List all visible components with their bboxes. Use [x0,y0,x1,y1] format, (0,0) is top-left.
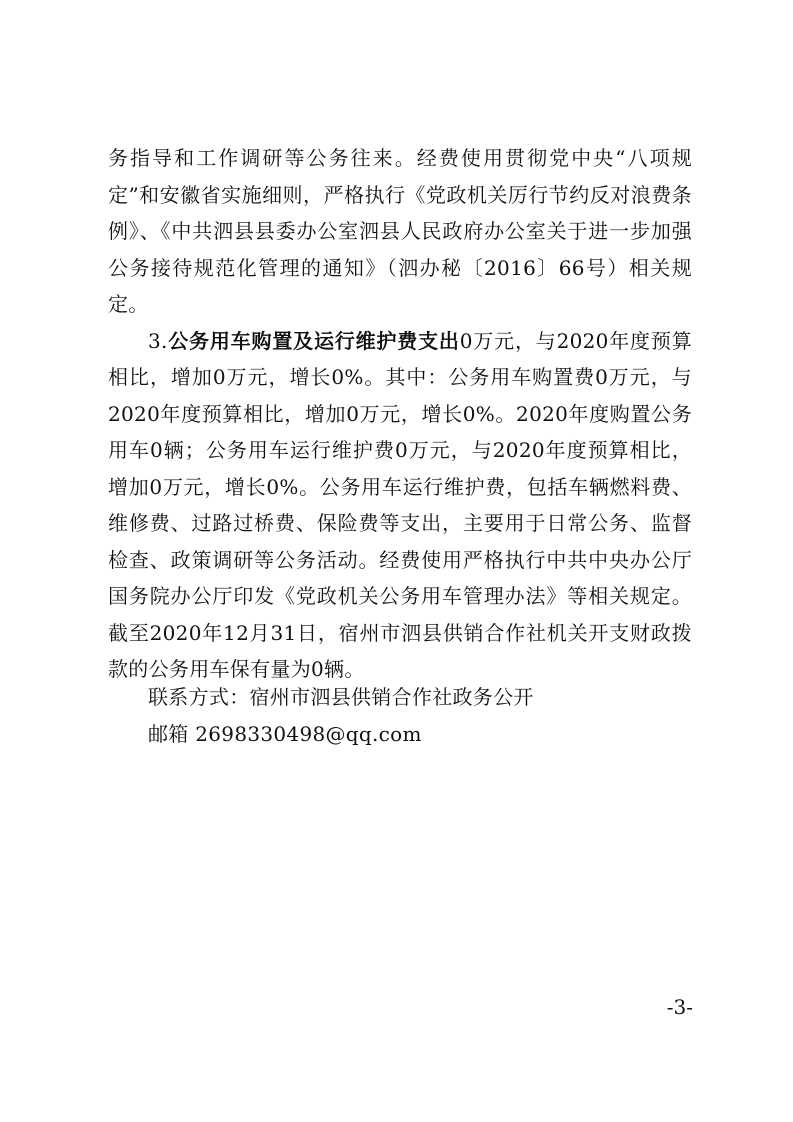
body-text [108,140,692,688]
contact-email: 邮箱 2698330498@qq.com [148,721,422,746]
section-number: 3. [148,328,168,353]
section-text: 0万元，与2020年度预算相比，增加0万元，增长0%。其中：公务用车购置费0万元，与2020年度预算相比，增加0万元，增长0%。2020年度购置公务用车0辆；公务用车运行维护费0万元，与2020年度预算相比，增加0万元，增长0%。公务用车运行维护费，包括车辆燃料费、维修费、过路过桥费、保险费等支出，主要用于日常公务、监督检查、政策调研等公务活动。经费使用严格执行中共中央办公厅 国务院办公厅印发《党政机关公务用车管理办法》等相关规定。截至2020年12月31日，宿州市泗县供销合作社机关开支财政拨款的公务用车保有量为0辆。 [108,328,692,681]
paragraph-continuation: 务指导和工作调研等公务往来。经费使用贯彻党中央“八项规定”和安徽省实施细则，严格执行《党政机关厉行节约反对浪费条例》、《中共泗县县委办公室泗县人民政府办公室关于进一步加强公务接待规范化管理的通知》（泗办秘〔2016〕66号）相关规定。 [108,146,692,316]
page-number: -3- [666,995,693,1019]
paragraph-vehicle-expense [108,323,692,688]
contact-info: 联系方式：宿州市泗县供销合作社政务公开 [148,685,534,709]
section-heading: 公务用车购置及运行维护费支出 [167,328,460,353]
contact-block [148,679,534,752]
